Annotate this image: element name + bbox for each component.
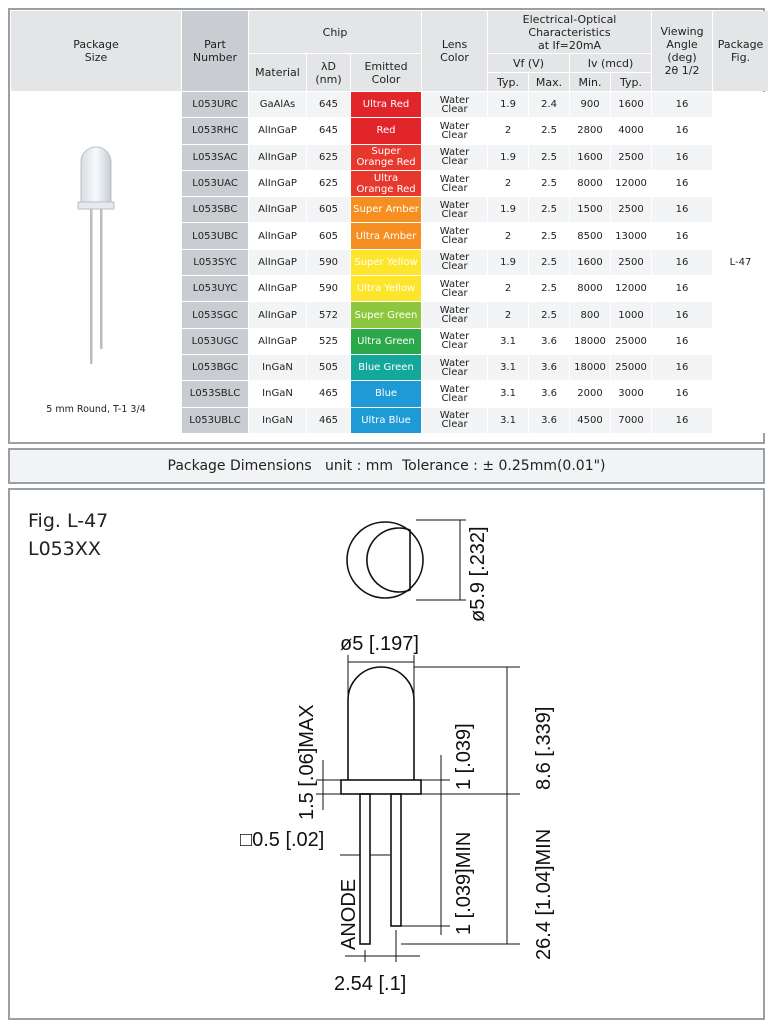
led-photo (66, 142, 126, 372)
material-cell: InGaN (249, 381, 306, 406)
vf-max-cell: 3.6 (529, 381, 569, 406)
iv-typ-cell: 1600 (611, 92, 651, 117)
header-iv-min: Min. (570, 73, 610, 91)
led-flange (341, 780, 421, 794)
vf-typ-cell: 3.1 (488, 329, 528, 354)
material-cell: InGaN (249, 408, 306, 433)
iv-min-cell: 800 (570, 302, 610, 327)
dim-lead-square: □0.5 [.02] (240, 829, 325, 851)
material-cell: AlInGaP (249, 223, 306, 248)
header-lambda: λD (nm) (307, 54, 350, 91)
material-cell: InGaN (249, 355, 306, 380)
vf-typ-cell: 2 (488, 302, 528, 327)
lens-color-cell: Water Clear (422, 355, 487, 380)
viewing-angle-cell: 16 (652, 408, 712, 433)
vf-typ-cell: 3.1 (488, 355, 528, 380)
part-number-cell: L053UBC (182, 223, 248, 248)
header-vf-max: Max. (529, 73, 569, 91)
dim-pitch: 2.54 [.1] (334, 973, 407, 995)
lens-color-cell: Water Clear (422, 118, 487, 143)
dim-height: 8.6 [.339] (533, 706, 555, 790)
header-vf-typ: Typ. (488, 73, 528, 91)
emitted-color-cell: Super Green (351, 302, 421, 327)
iv-min-cell: 1600 (570, 250, 610, 275)
iv-typ-cell: 12000 (611, 171, 651, 196)
header-iv-typ: Typ. (611, 73, 651, 91)
iv-typ-cell: 3000 (611, 381, 651, 406)
lens-color-cell: Water Clear (422, 145, 487, 170)
vf-max-cell: 2.5 (529, 118, 569, 143)
viewing-angle-cell: 16 (652, 381, 712, 406)
vf-typ-cell: 3.1 (488, 408, 528, 433)
lens-color-cell: Water Clear (422, 250, 487, 275)
drawing-panel (8, 488, 765, 1020)
vf-typ-cell: 3.1 (488, 381, 528, 406)
iv-typ-cell: 7000 (611, 408, 651, 433)
material-cell: AlInGaP (249, 276, 306, 301)
header-viewing-angle: Viewing Angle (deg) 2θ 1/2 (652, 11, 712, 91)
part-number-cell: L053SBC (182, 197, 248, 222)
lens-color-cell: Water Clear (422, 92, 487, 117)
wavelength-cell: 590 (307, 250, 350, 275)
dim-lens-gap: 1 [.039] (453, 723, 475, 790)
vf-max-cell: 2.5 (529, 302, 569, 327)
led-dimension-drawing (10, 490, 763, 1018)
header-lens-color: Lens Color (422, 11, 487, 91)
vf-max-cell: 3.6 (529, 329, 569, 354)
wavelength-cell: 465 (307, 408, 350, 433)
header-iv: Iv (mcd) (570, 54, 651, 72)
viewing-angle-cell: 16 (652, 171, 712, 196)
vf-max-cell: 2.5 (529, 223, 569, 248)
iv-min-cell: 18000 (570, 329, 610, 354)
anode-label: ANODE (338, 878, 360, 950)
part-number-cell: L053SYC (182, 250, 248, 275)
wavelength-cell: 645 (307, 118, 350, 143)
iv-typ-cell: 25000 (611, 329, 651, 354)
vf-typ-cell: 1.9 (488, 145, 528, 170)
vf-typ-cell: 2 (488, 171, 528, 196)
iv-typ-cell: 13000 (611, 223, 651, 248)
vf-typ-cell: 2 (488, 118, 528, 143)
wavelength-cell: 645 (307, 92, 350, 117)
viewing-angle-cell: 16 (652, 223, 712, 248)
part-number-cell: L053URC (182, 92, 248, 117)
top-view-outer-circle (347, 522, 423, 598)
spec-table (10, 10, 769, 434)
vf-max-cell: 2.5 (529, 276, 569, 301)
led-body (348, 667, 414, 780)
header-package-fig: Package Fig. (713, 11, 768, 91)
material-cell: GaAlAs (249, 92, 306, 117)
viewing-angle-cell: 16 (652, 197, 712, 222)
viewing-angle-cell: 16 (652, 355, 712, 380)
dim-lead-length: 26.4 [1.04]MIN (533, 828, 555, 960)
spec-table-panel (8, 8, 765, 444)
part-number-cell: L053UBLC (182, 408, 248, 433)
material-cell: AlInGaP (249, 302, 306, 327)
dim-flange-max: 1.5 [.06]MAX (296, 704, 318, 820)
wavelength-cell: 605 (307, 223, 350, 248)
package-size-label: 5 mm Round, T-1 3/4 (46, 403, 146, 415)
part-number-cell: L053UYC (182, 276, 248, 301)
lens-color-cell: Water Clear (422, 381, 487, 406)
vf-typ-cell: 2 (488, 276, 528, 301)
material-cell: AlInGaP (249, 171, 306, 196)
viewing-angle-cell: 16 (652, 250, 712, 275)
iv-min-cell: 2000 (570, 381, 610, 406)
dim-lead-min: 1 [.039]MIN (453, 831, 475, 935)
material-cell: AlInGaP (249, 197, 306, 222)
emitted-color-cell: Ultra Yellow (351, 276, 421, 301)
iv-min-cell: 8000 (570, 171, 610, 196)
model-label: L053XX (28, 538, 101, 560)
package-size-cell (11, 92, 181, 433)
part-number-cell: L053UGC (182, 329, 248, 354)
vf-typ-cell: 2 (488, 223, 528, 248)
emitted-color-cell: Ultra Orange Red (351, 171, 421, 196)
header-electro-optical: Electrical-Optical Characteristics at If=20mA (488, 11, 651, 53)
vf-typ-cell: 1.9 (488, 92, 528, 117)
lens-color-cell: Water Clear (422, 276, 487, 301)
anode-lead (360, 794, 370, 944)
iv-min-cell: 900 (570, 92, 610, 117)
emitted-color-cell: Ultra Green (351, 329, 421, 354)
header-material: Material (249, 54, 306, 91)
iv-typ-cell: 4000 (611, 118, 651, 143)
iv-min-cell: 8500 (570, 223, 610, 248)
part-number-cell: L053BGC (182, 355, 248, 380)
emitted-color-cell: Ultra Red (351, 92, 421, 117)
iv-typ-cell: 2500 (611, 145, 651, 170)
vf-max-cell: 2.5 (529, 250, 569, 275)
header-chip: Chip (249, 11, 421, 53)
material-cell: AlInGaP (249, 329, 306, 354)
iv-min-cell: 8000 (570, 276, 610, 301)
lens-color-cell: Water Clear (422, 408, 487, 433)
dim-top-diameter: ø5.9 [.232] (467, 526, 489, 622)
wavelength-cell: 525 (307, 329, 350, 354)
part-number-cell: L053SGC (182, 302, 248, 327)
cathode-lead (391, 794, 401, 926)
emitted-color-cell: Blue (351, 381, 421, 406)
vf-max-cell: 3.6 (529, 355, 569, 380)
iv-typ-cell: 25000 (611, 355, 651, 380)
vf-typ-cell: 1.9 (488, 250, 528, 275)
emitted-color-cell: Super Yellow (351, 250, 421, 275)
dimensions-text: Package Dimensions unit : mm Tolerance : ± 0.25mm(0.01") (167, 458, 606, 474)
emitted-color-cell: Super Orange Red (351, 145, 421, 170)
part-number-cell: L053SBLC (182, 381, 248, 406)
fig-label: Fig. L-47 (28, 510, 109, 532)
wavelength-cell: 625 (307, 171, 350, 196)
iv-min-cell: 4500 (570, 408, 610, 433)
material-cell: AlInGaP (249, 250, 306, 275)
emitted-color-cell: Red (351, 118, 421, 143)
lens-color-cell: Water Clear (422, 223, 487, 248)
viewing-angle-cell: 16 (652, 145, 712, 170)
lens-color-cell: Water Clear (422, 302, 487, 327)
part-number-cell: L053SAC (182, 145, 248, 170)
wavelength-cell: 625 (307, 145, 350, 170)
lens-color-cell: Water Clear (422, 171, 487, 196)
emitted-color-cell: Super Amber (351, 197, 421, 222)
material-cell: AlInGaP (249, 145, 306, 170)
iv-min-cell: 18000 (570, 355, 610, 380)
vf-typ-cell: 1.9 (488, 197, 528, 222)
emitted-color-cell: Blue Green (351, 355, 421, 380)
material-cell: AlInGaP (249, 118, 306, 143)
vf-max-cell: 2.5 (529, 145, 569, 170)
vf-max-cell: 2.5 (529, 197, 569, 222)
iv-typ-cell: 2500 (611, 197, 651, 222)
emitted-color-cell: Ultra Amber (351, 223, 421, 248)
viewing-angle-cell: 16 (652, 276, 712, 301)
viewing-angle-cell: 16 (652, 329, 712, 354)
lens-color-cell: Water Clear (422, 329, 487, 354)
header-package-size: Package Size (11, 11, 181, 91)
wavelength-cell: 465 (307, 381, 350, 406)
iv-min-cell: 1500 (570, 197, 610, 222)
iv-typ-cell: 2500 (611, 250, 651, 275)
vf-max-cell: 2.5 (529, 171, 569, 196)
top-view-flat (367, 528, 410, 592)
wavelength-cell: 590 (307, 276, 350, 301)
wavelength-cell: 605 (307, 197, 350, 222)
emitted-color-cell: Ultra Blue (351, 408, 421, 433)
package-fig-cell: L-47 (713, 92, 768, 433)
lens-color-cell: Water Clear (422, 197, 487, 222)
dimensions-bar (8, 448, 765, 484)
table-row (11, 92, 768, 117)
vf-max-cell: 2.4 (529, 92, 569, 117)
viewing-angle-cell: 16 (652, 302, 712, 327)
viewing-angle-cell: 16 (652, 92, 712, 117)
iv-min-cell: 2800 (570, 118, 610, 143)
viewing-angle-cell: 16 (652, 118, 712, 143)
header-emitted-color: Emitted Color (351, 54, 421, 91)
header-vf: Vf (V) (488, 54, 569, 72)
header-part-number: Part Number (182, 11, 248, 91)
iv-typ-cell: 12000 (611, 276, 651, 301)
iv-min-cell: 1600 (570, 145, 610, 170)
dim-body-diameter: ø5 [.197] (340, 633, 419, 655)
part-number-cell: L053UAC (182, 171, 248, 196)
vf-max-cell: 3.6 (529, 408, 569, 433)
part-number-cell: L053RHC (182, 118, 248, 143)
wavelength-cell: 505 (307, 355, 350, 380)
iv-typ-cell: 1000 (611, 302, 651, 327)
wavelength-cell: 572 (307, 302, 350, 327)
